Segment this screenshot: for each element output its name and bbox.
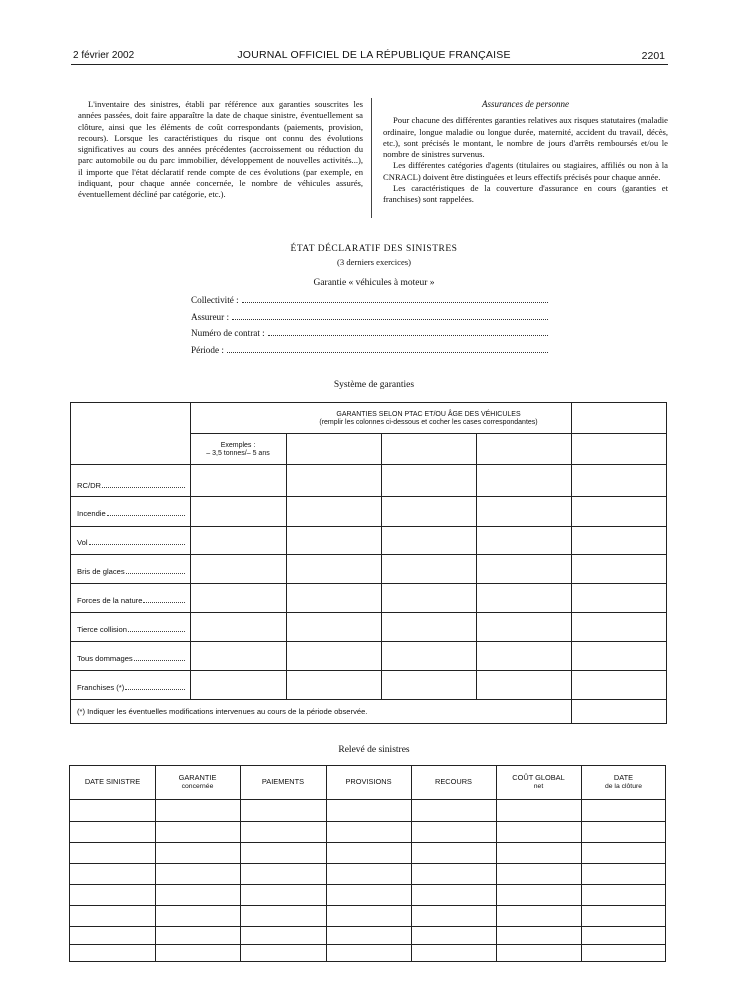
field-collectivite — [191, 294, 548, 305]
grid-line — [71, 699, 667, 700]
col-header-paiements: PAIEMENTS — [261, 777, 305, 787]
example-value: – 3,5 tonnes/– 5 ans — [206, 450, 270, 457]
field-label: Numéro de contrat : — [191, 328, 265, 338]
col-header-provisions: PROVISIONS — [345, 777, 392, 787]
grid-line — [190, 433, 667, 434]
grid-line — [71, 670, 667, 671]
grid-line — [70, 926, 666, 927]
garanties-table — [70, 402, 667, 724]
col-header-date-sinistre: DATE SINISTRE — [84, 777, 141, 787]
fill-line — [232, 311, 548, 320]
row-label-incendie: Incendie — [77, 509, 185, 518]
left-paragraph: L'inventaire des sinistres, établi par référence aux garanties souscrites les années passées, doit faire apparaître la date de chaque sinistre, éventuellement sa clôture, ainsi que les éléments de coût correspondants (paiements, provision, recours). Lorsque les caractéristiques du risque ont connu des évolutions significatives au cours des années précédentes (accroissement ou réduction du parc automobile ou du parc immobilier, développement de nouvelles activités...), il importe que l'état déclaratif rende compte de ces évolutions (par exemple, en indiquant, pour chaque année concernée, le nombre de véhicules assurés, éventuellement décliné par catégorie, etc.). — [78, 99, 363, 200]
row-label-rcdr: RC/DR — [77, 481, 185, 490]
garanties-header — [190, 411, 667, 427]
field-label: Période : — [191, 345, 224, 355]
page-number: 2201 — [641, 50, 665, 62]
field-assureur — [191, 311, 548, 322]
col-header-garantie: GARANTIE concernée — [178, 773, 217, 790]
row-label-forces-nature: Forces de la nature — [77, 596, 185, 605]
left-column — [78, 99, 363, 201]
fill-line — [242, 294, 548, 303]
grid-line — [70, 842, 666, 843]
table-footnote: (*) Indiquer les éventuelles modifications intervenues au cours de la période observée. — [77, 707, 368, 716]
grid-line — [476, 433, 477, 699]
grid-line — [70, 799, 666, 800]
row-label-tous-dommages: Tous dommages — [77, 654, 185, 663]
grid-line — [70, 821, 666, 822]
row-label-vol: Vol — [77, 538, 185, 547]
fill-line — [227, 344, 548, 353]
row-label-tierce-collision: Tierce collision — [77, 625, 185, 634]
grid-line — [70, 863, 666, 864]
grid-line — [71, 554, 667, 555]
journal-title: JOURNAL OFFICIEL DE LA RÉPUBLIQUE FRANÇAISE — [237, 49, 511, 61]
systeme-title: Système de garanties — [333, 380, 415, 390]
garanties-header-note: (remplir les colonnes ci-dessous et cocher les cases correspondantes) — [319, 419, 538, 426]
grid-line — [71, 496, 667, 497]
grid-line — [71, 583, 667, 584]
garanties-header-main: GARANTIES SELON PTAC ET/OU ÂGE DES VÉHICULES — [336, 411, 521, 418]
grid-line — [71, 526, 667, 527]
fill-line — [268, 327, 548, 336]
header-rule — [71, 64, 668, 65]
right-paragraph: Les différentes catégories d'agents (titulaires ou stagiaires, affiliés ou non à la CNRACL) doivent être distinguées et leurs effectifs précisés pour chaque année. — [383, 160, 668, 182]
col-header-date-cloture: DATE de la clôture — [604, 773, 643, 790]
col-header-cout-global: COÛT GLOBAL net — [512, 773, 565, 790]
grid-line — [381, 433, 382, 699]
header-date: 2 février 2002 — [73, 50, 135, 61]
field-label: Assureur : — [191, 312, 230, 322]
field-numero-contrat — [191, 327, 548, 338]
row-label-bris-de-glaces: Bris de glaces — [77, 567, 185, 576]
right-paragraph: Les caractéristiques de la couverture d'assurance en cours (garanties et franchises) sont rappelées. — [383, 183, 668, 205]
field-label: Collectivité : — [191, 295, 239, 305]
grid-line — [571, 403, 572, 723]
grid-line — [70, 884, 666, 885]
releve-table — [69, 765, 666, 962]
etat-title: ÉTAT DÉCLARATIF DES SINISTRES — [290, 244, 458, 254]
grid-line — [71, 641, 667, 642]
garantie-title: Garantie « véhicules à moteur » — [313, 278, 435, 288]
row-label-franchises: Franchises (*) — [77, 683, 185, 692]
column-separator — [371, 98, 372, 218]
grid-line — [71, 612, 667, 613]
grid-line — [71, 464, 667, 465]
grid-line — [70, 905, 666, 906]
grid-line — [286, 433, 287, 699]
section-title: Assurances de personne — [482, 99, 569, 109]
grid-line — [70, 944, 666, 945]
releve-title: Relevé de sinistres — [338, 745, 410, 755]
example-label: Exemples : — [220, 442, 256, 449]
col-header-recours: RECOURS — [435, 777, 472, 787]
right-column — [383, 99, 668, 206]
right-paragraph: Pour chacune des différentes garanties relatives aux risques statutaires (maladie ordinaire, longue maladie ou longue durée, maternité, accident du travail, décès, etc.), sont précisés le montant, le nombre de jours d'arrêts remboursés et/ou le nombre de sinistres survenus. — [383, 115, 668, 160]
field-periode — [191, 344, 548, 355]
etat-subtitle: (3 derniers exercices) — [337, 257, 411, 267]
example-cell — [190, 442, 286, 458]
